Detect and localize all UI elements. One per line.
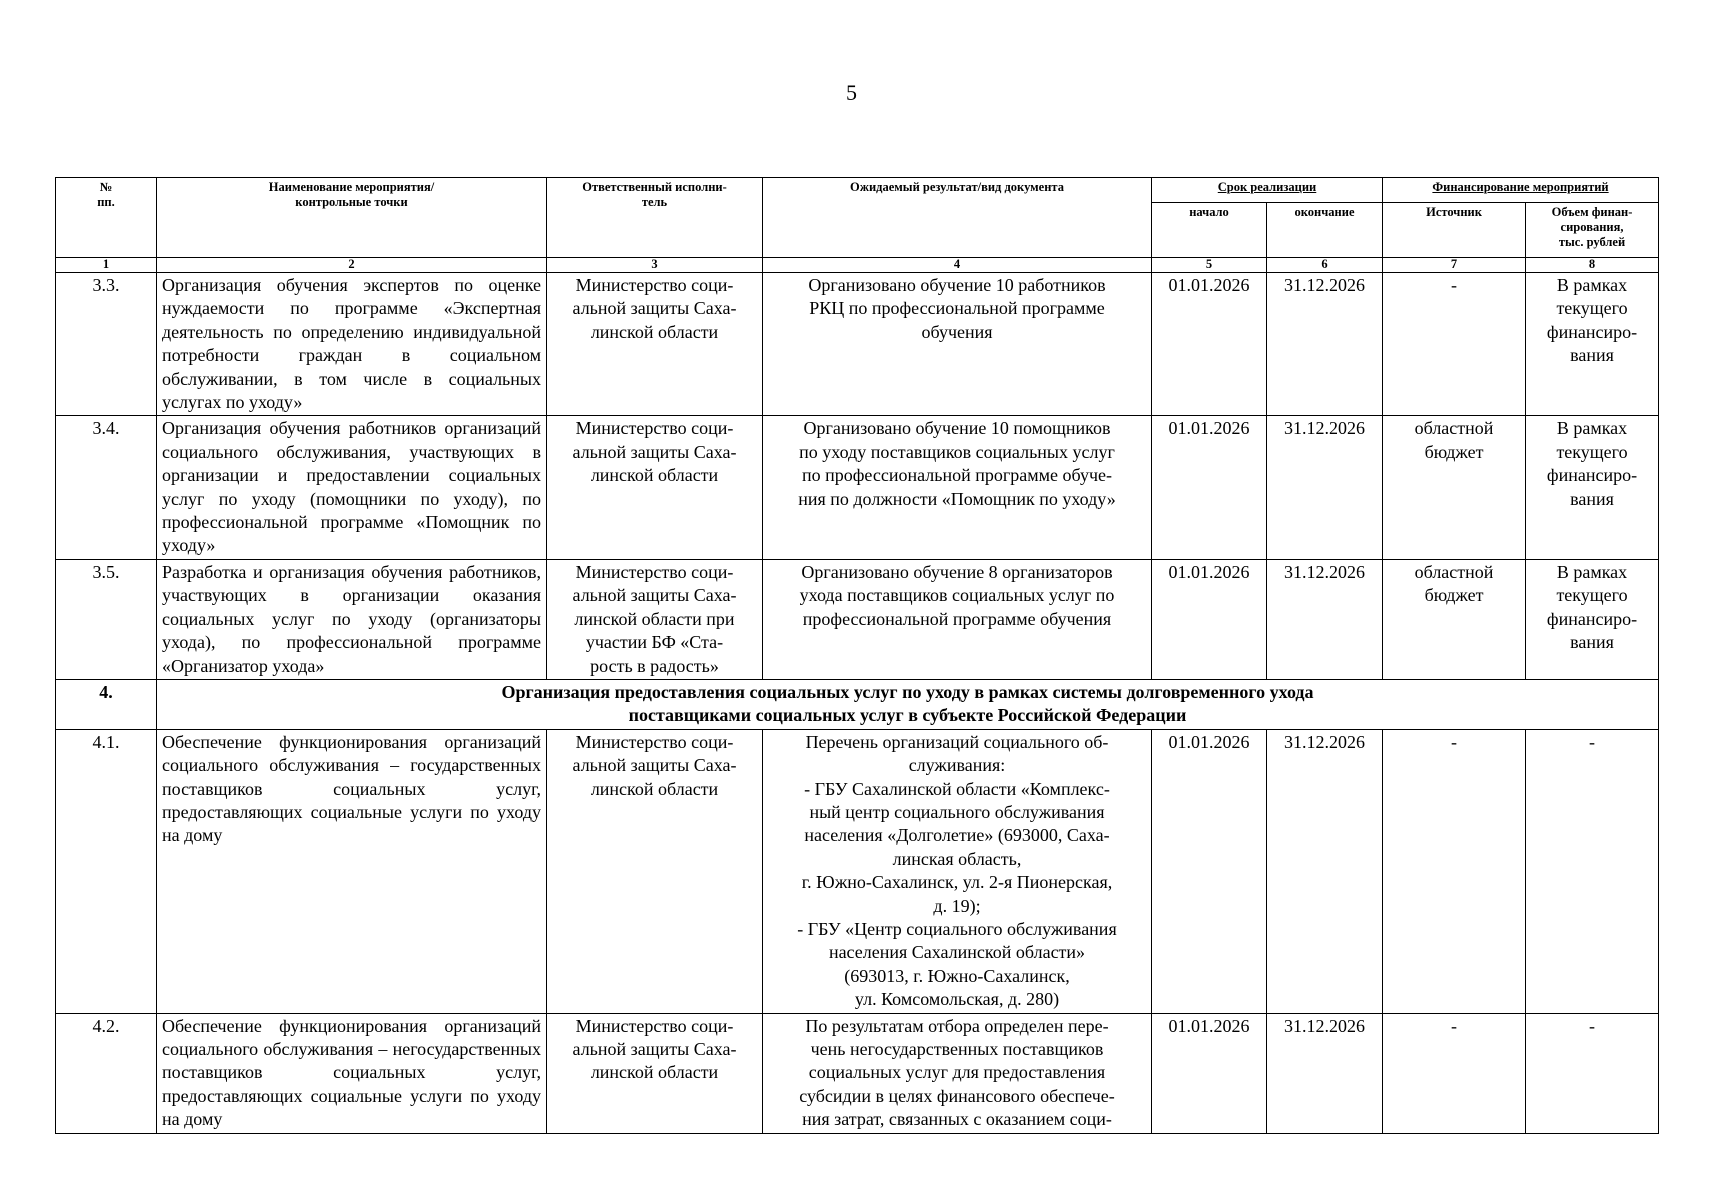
activity-name: Разработка и организация обучения работников, участвующих в организации оказания социальных услуг по уходу (организаторы ухода), по профессиональной программе «Организатор ухода»	[157, 559, 547, 679]
section-title: Организация предоставления социальных услуг по уходу в рамках системы долговременного ухода поставщиками социальных услуг в субъекте Российской Федерации	[157, 679, 1659, 729]
funding-volume: В рамках текущего финансиро- вания	[1526, 273, 1659, 416]
header-no: № пп.	[56, 178, 157, 258]
column-number: 2	[157, 258, 547, 273]
header-end: окончание	[1267, 203, 1383, 258]
expected-result: Организовано обучение 10 работников РКЦ по профессиональной программе обучения	[763, 273, 1152, 416]
funding-source: -	[1383, 1013, 1526, 1133]
column-number-row	[56, 258, 1659, 273]
header-name: Наименование мероприятия/ контрольные точки	[157, 178, 547, 258]
expected-result: Организовано обучение 8 организаторов ухода поставщиков социальных услуг по профессиональной программе обучения	[763, 559, 1152, 679]
expected-result: Перечень организаций социального об- служивания: - ГБУ Сахалинской области «Комплекс- ный центр социального обслуживания населения «Долголетие» (693000, Саха- линская область, г. Южно-Сахалинск, ул. 2-я Пионерская, д. 19); - ГБУ «Центр социального обслуживания населения Сахалинской области» (693013, г. Южно-Сахалинск, ул. Комсомольская, д. 280)	[763, 729, 1152, 1013]
responsible: Министерство соци- альной защиты Саха- линской области	[547, 273, 763, 416]
table-row	[56, 729, 1659, 1013]
section-row	[56, 679, 1659, 729]
column-number: 5	[1152, 258, 1267, 273]
activity-name: Обеспечение функционирования организаций социального обслуживания – государственных поставщиков социальных услуг, предоставляющих социальные услуги по уходу на дому	[157, 729, 547, 1013]
start-date: 01.01.2026	[1152, 729, 1267, 1013]
end-date: 31.12.2026	[1267, 416, 1383, 559]
page-number: 5	[846, 80, 857, 105]
action-plan-table	[55, 177, 1659, 1134]
responsible: Министерство соци- альной защиты Саха- линской области	[547, 1013, 763, 1133]
funding-source: -	[1383, 729, 1526, 1013]
header-financing	[1383, 178, 1659, 203]
expected-result: По результатам отбора определен пере- чень негосударственных поставщиков социальных услуг для предоставления субсидии в целях финансового обеспече- ния затрат, связанных с оказанием соци-	[763, 1013, 1152, 1133]
header-financing-label: Финансирование мероприятий	[1432, 180, 1609, 194]
funding-source: -	[1383, 273, 1526, 416]
header-source: Источник	[1383, 203, 1526, 258]
responsible: Министерство соци- альной защиты Саха- линской области	[547, 729, 763, 1013]
funding-source: областной бюджет	[1383, 559, 1526, 679]
header-period-label: Срок реализации	[1217, 180, 1317, 194]
end-date: 31.12.2026	[1267, 1013, 1383, 1133]
funding-volume: В рамках текущего финансиро- вания	[1526, 416, 1659, 559]
activity-name: Организация обучения экспертов по оценке нуждаемости по программе «Экспертная деятельность по определению индивидуальной потребности граждан в социальном обслуживании, в том числе в социальных услугах по уходу»	[157, 273, 547, 416]
column-number: 1	[56, 258, 157, 273]
end-date: 31.12.2026	[1267, 559, 1383, 679]
expected-result: Организовано обучение 10 помощников по уходу поставщиков социальных услуг по профессиональной программе обуче- ния по должности «Помощник по уходу»	[763, 416, 1152, 559]
row-number: 4.1.	[56, 729, 157, 1013]
column-number: 8	[1526, 258, 1659, 273]
header-responsible: Ответственный исполни- тель	[547, 178, 763, 258]
column-number: 6	[1267, 258, 1383, 273]
start-date: 01.01.2026	[1152, 273, 1267, 416]
header-volume: Объем финан- сирования, тыс. рублей	[1526, 203, 1659, 258]
start-date: 01.01.2026	[1152, 559, 1267, 679]
end-date: 31.12.2026	[1267, 729, 1383, 1013]
header-row	[56, 178, 1659, 203]
row-number: 3.4.	[56, 416, 157, 559]
end-date: 31.12.2026	[1267, 273, 1383, 416]
row-number: 3.5.	[56, 559, 157, 679]
row-number: 3.3.	[56, 273, 157, 416]
column-number: 7	[1383, 258, 1526, 273]
table-row	[56, 273, 1659, 416]
header-period	[1152, 178, 1383, 203]
activity-name: Обеспечение функционирования организаций социального обслуживания – негосударственных поставщиков социальных услуг, предоставляющих социальные услуги по уходу на дому	[157, 1013, 547, 1133]
row-number: 4.2.	[56, 1013, 157, 1133]
responsible: Министерство соци- альной защиты Саха- линской области	[547, 416, 763, 559]
table-row	[56, 1013, 1659, 1133]
funding-volume: -	[1526, 729, 1659, 1013]
table-row	[56, 559, 1659, 679]
funding-volume: -	[1526, 1013, 1659, 1133]
section-number: 4.	[56, 679, 157, 729]
funding-volume: В рамках текущего финансиро- вания	[1526, 559, 1659, 679]
start-date: 01.01.2026	[1152, 416, 1267, 559]
table-row	[56, 416, 1659, 559]
funding-source: областной бюджет	[1383, 416, 1526, 559]
responsible: Министерство соци- альной защиты Саха- линской области при участии БФ «Ста- рость в радость»	[547, 559, 763, 679]
header-start: начало	[1152, 203, 1267, 258]
column-number: 4	[763, 258, 1152, 273]
activity-name: Организация обучения работников организаций социального обслуживания, участвующих в организации и предоставлении социальных услуг по уходу (помощники по уходу), по профессиональной программе «Помощник по уходу»	[157, 416, 547, 559]
header-result: Ожидаемый результат/вид документа	[763, 178, 1152, 258]
start-date: 01.01.2026	[1152, 1013, 1267, 1133]
column-number: 3	[547, 258, 763, 273]
